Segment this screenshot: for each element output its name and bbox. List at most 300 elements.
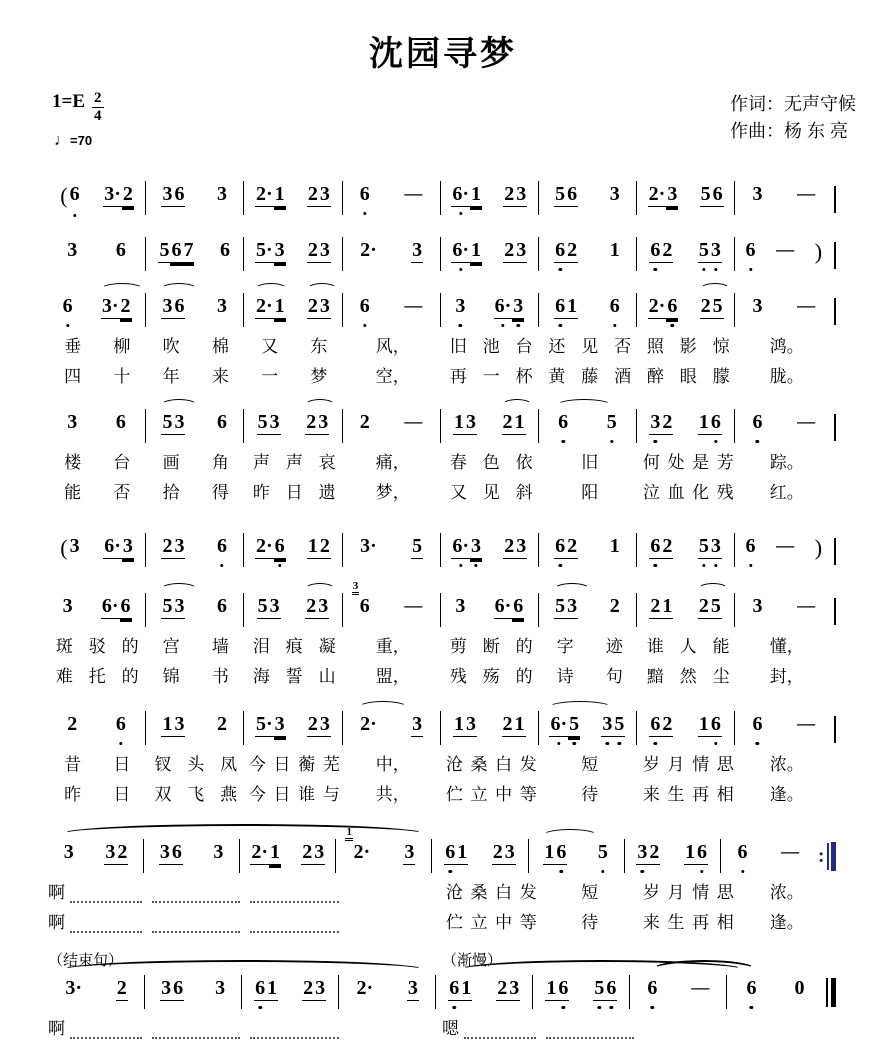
lyric-syllable: 岁 [642, 754, 660, 774]
beam-group [796, 713, 816, 734]
measure [145, 409, 243, 443]
lyric-syllable: 否 [113, 482, 131, 502]
lyric-syllable: 凤 [220, 754, 238, 774]
lyric-measure [738, 880, 837, 903]
lyric-measure [442, 1016, 541, 1039]
beam-group [543, 841, 567, 865]
low-octave-dot [561, 440, 564, 443]
note: 6 [605, 977, 617, 1001]
beam-group [698, 713, 722, 737]
lyric-syllable: 旧 [581, 452, 599, 472]
lyric-measure [344, 880, 443, 903]
beam-group [346, 826, 371, 864]
beam-group [66, 411, 78, 434]
lyric-syllable: 惊 [712, 336, 730, 356]
slur-arc [700, 283, 730, 295]
lyric-syllable: 昨 [252, 482, 270, 502]
lyric-measure [639, 364, 738, 387]
duration-dash: — [781, 841, 800, 861]
section-label: （结束句） [48, 952, 124, 969]
note: 3 [161, 977, 172, 999]
note: 0 [794, 977, 805, 999]
beam-group [451, 183, 482, 207]
barline [834, 538, 836, 565]
lyric-syllable: 相 [716, 784, 734, 804]
lyric-measure [245, 450, 344, 473]
lyric-syllable: 桑 [470, 882, 488, 902]
lyric-measure [639, 480, 738, 503]
note: 3 [161, 295, 173, 319]
note: 5 [700, 183, 711, 205]
key-signature-text: 1=E [52, 91, 85, 112]
lyric-syllable: 遗 [318, 482, 336, 502]
note: 1 [698, 411, 709, 433]
note: 3 [412, 713, 423, 735]
beam-group [775, 535, 795, 556]
lyric-syllable: 芜 [322, 754, 340, 774]
note: 5· [255, 713, 273, 735]
lyric-syllable: 酒 [614, 366, 632, 386]
beam-group [161, 411, 185, 435]
note: 1 [274, 183, 285, 205]
lyric-measure [48, 752, 147, 775]
lyric-syllable: 得 [211, 482, 229, 502]
note: 6 [745, 535, 757, 558]
note: 3 [404, 841, 415, 863]
lyric-syllable: 日 [113, 784, 131, 804]
beam-group [796, 295, 816, 316]
measure [241, 975, 338, 1009]
slur-arc [543, 829, 597, 841]
lyric-syllable: 的 [121, 666, 139, 686]
lyric-measure [738, 1016, 837, 1039]
lyric-syllable: 斑 [55, 636, 73, 656]
lyric-measure [738, 480, 837, 503]
measure [243, 409, 341, 443]
note: 5 [555, 183, 566, 205]
note: 2 [162, 535, 173, 557]
low-octave-dot [702, 564, 705, 567]
measure [734, 711, 832, 745]
beam-group [745, 239, 757, 262]
beam-group [216, 295, 228, 318]
measure [734, 533, 832, 567]
lyric-syllable: 待 [581, 784, 599, 804]
low-octave-dot [654, 742, 657, 745]
low-octave-dot [606, 742, 609, 745]
lyric-measure [639, 752, 738, 775]
measure [48, 533, 145, 567]
beam-group [160, 977, 184, 1001]
lyric-measure [442, 334, 541, 357]
note: 6 [710, 713, 722, 737]
lyric-row [48, 880, 836, 903]
lyric-measure [48, 880, 147, 903]
lyric-syllable: 今 [248, 784, 266, 804]
lyric-syllable: 字 [556, 636, 574, 656]
note: 3 [174, 595, 185, 617]
beam-group [66, 713, 78, 736]
note: 5 [597, 841, 609, 864]
beam-group [745, 535, 757, 558]
lyric-syllable: 鸿。 [769, 336, 804, 356]
lyric-measure [147, 480, 246, 503]
system-interlude [48, 533, 836, 567]
lyric-measure [147, 782, 246, 805]
note: 3 [174, 411, 185, 433]
beam-group [359, 295, 371, 318]
beam-group [62, 595, 74, 618]
beam-group [307, 295, 331, 319]
barline [834, 242, 836, 269]
lyric-measure [147, 1016, 246, 1039]
lyric-syllable: 月 [667, 882, 685, 902]
beam-group [64, 977, 83, 1000]
lyric-syllable: 昨 [64, 784, 82, 804]
beam-group [403, 295, 423, 316]
lyric-syllable: 何 [642, 452, 660, 472]
beam-group [116, 977, 128, 1001]
note: 3 [269, 411, 280, 433]
note: 1 [461, 977, 472, 999]
note: 6· [451, 535, 470, 559]
note: 1 [470, 239, 481, 261]
lyric-syllable: 芳 [716, 452, 734, 472]
parenthesis: ) [814, 535, 823, 560]
note: 5 [593, 977, 605, 1001]
beam-group [751, 183, 763, 206]
slur-arc [359, 701, 407, 713]
note: 6 [751, 411, 763, 434]
repeat-thick-bar [831, 842, 836, 871]
low-octave-dot [714, 440, 717, 443]
system-verse-4 [48, 711, 836, 805]
lyric-measure [738, 752, 837, 775]
beam-group [453, 713, 477, 737]
beam-group [403, 595, 423, 616]
beam-group [494, 595, 525, 619]
lyric-syllable: 谁 [646, 636, 664, 656]
lyric-measure [245, 334, 344, 357]
lyric-measure [48, 634, 147, 657]
duration-dash: — [797, 295, 816, 315]
lyric-measure [442, 880, 541, 903]
lyric-syllable: 黯 [646, 666, 664, 686]
beam-group [403, 183, 423, 204]
lyric-syllable: 殇 [482, 666, 500, 686]
lyric-syllable: 风， [375, 336, 410, 356]
final-thick-bar [831, 978, 837, 1007]
note: 3· [360, 535, 377, 557]
note: 5 [257, 411, 268, 433]
note: 7 [183, 239, 194, 261]
note: 3 [217, 295, 228, 317]
system-prelude-2 [48, 237, 836, 271]
slur-arc [554, 583, 590, 595]
note: 2 [116, 977, 127, 999]
lyric-measure [147, 752, 246, 775]
note: 6 [174, 295, 185, 317]
measure [145, 533, 243, 567]
note: 6 [666, 295, 678, 319]
beam-group [796, 183, 816, 204]
low-octave-dot [641, 870, 644, 873]
lyric-syllable: 迹 [605, 636, 623, 656]
low-octave-dot [601, 870, 604, 873]
beam-group [305, 411, 329, 435]
lyric-syllable: 中 [495, 784, 513, 804]
beam-group [62, 295, 74, 318]
lyric-syllable: 啊 [48, 1018, 65, 1038]
beam-group [59, 535, 80, 560]
beam-group [649, 595, 673, 619]
lyric-syllable: 照 [646, 336, 664, 356]
low-octave-dot [741, 870, 744, 873]
note: 2· [360, 239, 377, 261]
system-verse-2 [48, 409, 836, 503]
lyric-syllable: 东 [310, 336, 328, 356]
lyric-measure [442, 664, 541, 687]
note: 3 [174, 713, 185, 735]
note: 6 [359, 295, 371, 318]
lyric-syllable: 伫 [445, 784, 463, 804]
measure [243, 237, 341, 271]
beam-group [593, 977, 617, 1001]
lyric-measure [442, 480, 541, 503]
lyric-dots-leader [250, 1028, 339, 1039]
note: 2 [307, 713, 318, 735]
measure [636, 593, 734, 627]
measure [636, 711, 734, 745]
note: 2 [120, 295, 131, 317]
note: 3 [215, 977, 226, 999]
lyric-syllable: 声 [285, 452, 303, 472]
lyric-measure [344, 910, 443, 933]
beam-group [159, 841, 183, 865]
note: 3 [667, 183, 678, 205]
measure [342, 533, 440, 567]
lyric-syllable: 再 [692, 784, 710, 804]
lyric-measure [344, 664, 443, 687]
lyric-measure [344, 752, 443, 775]
note: 3 [319, 713, 330, 735]
lyric-syllable: 白 [495, 754, 513, 774]
music-line [48, 237, 836, 271]
slur-arc [305, 583, 335, 595]
beam-group [403, 841, 415, 865]
note: 3 [105, 841, 116, 863]
lyric-syllable: 海 [252, 666, 270, 686]
lyric-measure [639, 782, 738, 805]
barline [834, 298, 836, 325]
note: 2 [650, 595, 661, 617]
note: 5 [159, 239, 170, 261]
beam-group [359, 239, 378, 262]
note: 3 [710, 239, 722, 263]
measure [440, 237, 538, 271]
low-octave-dot [66, 324, 69, 327]
beam-group [352, 580, 371, 618]
system-verse-1 [48, 293, 836, 387]
duration-dash: — [797, 713, 816, 733]
note: 2 [609, 595, 620, 617]
note: 3 [516, 535, 527, 557]
beam-group [502, 411, 526, 435]
note: 6 [557, 411, 569, 434]
note: 6 [120, 595, 131, 617]
note: 2 [649, 841, 660, 863]
note: 5 [710, 595, 721, 617]
note: 3 [407, 977, 418, 999]
lyric-syllable: 日 [285, 482, 303, 502]
low-octave-dot [474, 564, 477, 567]
note: 1 [609, 239, 620, 261]
lyric-syllable: 空， [375, 366, 410, 386]
note: 6· [494, 295, 513, 319]
lyric-measure [541, 664, 640, 687]
lyric-syllable: 能 [712, 636, 730, 656]
measure [145, 593, 243, 627]
lyric-measure [541, 480, 640, 503]
note: 6· [451, 183, 470, 207]
low-octave-dot [453, 1006, 456, 1009]
beam-group [609, 535, 621, 558]
lyric-syllable: 春 [449, 452, 467, 472]
lyric-syllable: 昔 [64, 754, 82, 774]
beam-group [161, 713, 185, 737]
note: 6 [567, 183, 578, 205]
end-barline [834, 181, 836, 215]
lyric-measure [147, 880, 246, 903]
slur-arc [161, 583, 197, 595]
lyric-measure [48, 910, 147, 933]
time-signature-denominator: 4 [94, 107, 102, 124]
measure [143, 839, 239, 873]
lyric-measure [738, 634, 837, 657]
note: 1 [270, 841, 280, 863]
note: 6 [115, 713, 127, 736]
note: 5 [554, 595, 566, 619]
lyric-syllable: 梦 [310, 366, 328, 386]
slur-arc [698, 583, 728, 595]
measure [440, 711, 538, 745]
lyric-syllable: 见 [581, 336, 599, 356]
lyric-syllable: 待 [581, 912, 599, 932]
low-octave-dot [363, 212, 366, 215]
lyric-measure [147, 450, 246, 473]
music-line [48, 533, 836, 567]
duration-dash: — [404, 595, 423, 615]
beam-group [609, 295, 621, 318]
measure [48, 237, 145, 271]
low-octave-dot [558, 324, 561, 327]
beam-group [545, 977, 569, 1001]
note: 2· 1 [346, 826, 371, 863]
measure [145, 181, 243, 215]
beam-group [411, 713, 423, 737]
beam-group [305, 595, 329, 619]
beam-group [302, 977, 326, 1001]
measure [145, 711, 243, 745]
beam-group [66, 239, 78, 262]
beam-group [101, 595, 132, 619]
note: 3 [601, 713, 613, 737]
beam-group [549, 713, 580, 737]
lyric-syllable: 又 [449, 482, 467, 502]
lyric-syllable: 血 [667, 482, 685, 502]
beam-group [698, 411, 722, 435]
measure [636, 237, 734, 271]
beam-group [646, 977, 658, 1000]
measure [440, 593, 538, 627]
duration-dash: — [691, 977, 710, 997]
note: 6 [217, 595, 228, 617]
note: 3 [63, 841, 74, 863]
system-prelude-1 [48, 181, 836, 215]
beam-group [254, 977, 278, 1001]
lyric-syllable: 柳 [113, 336, 131, 356]
barline [834, 716, 836, 743]
beam-group [814, 535, 823, 560]
note: 2 [700, 295, 712, 319]
end-barline [826, 975, 837, 1009]
lyric-syllable: 见 [482, 482, 500, 502]
measure [734, 593, 832, 627]
note: 6 [554, 535, 566, 559]
lyric-row [48, 364, 836, 387]
lyric-syllable: 相 [716, 912, 734, 932]
lyric-row [48, 634, 836, 657]
measure [734, 181, 832, 215]
beam-group [751, 411, 763, 434]
beam-group [257, 595, 281, 619]
lyric-syllable: 台 [515, 336, 533, 356]
lyric-syllable: 痕 [285, 636, 303, 656]
low-octave-dot [258, 1006, 261, 1009]
lyric-syllable: 发 [519, 882, 537, 902]
lyric-measure [738, 782, 837, 805]
beam-group [775, 239, 795, 260]
lyric-syllable: 白 [495, 882, 513, 902]
beam-group [503, 535, 527, 559]
lyric-syllable: 的 [515, 636, 533, 656]
beam-group [216, 535, 228, 558]
lyric-syllable: 红。 [769, 482, 804, 502]
beam-group [451, 239, 482, 263]
note: 6 [751, 713, 763, 736]
measure [48, 181, 145, 215]
low-octave-dot [618, 742, 621, 745]
measure [629, 975, 726, 1009]
lyric-syllable: 蘅 [298, 754, 316, 774]
note: 6 [174, 183, 185, 205]
note: 1 [609, 535, 620, 557]
note: 6 [173, 977, 184, 999]
lyric-row [48, 752, 836, 775]
note: 3 [752, 595, 763, 617]
beam-group [115, 713, 127, 736]
lyric-measure [639, 334, 738, 357]
lyric-syllable: 共， [375, 784, 410, 804]
lyric-syllable: 日 [273, 784, 291, 804]
lyric-syllable: 谁 [298, 784, 316, 804]
beam-group [161, 595, 185, 619]
lyric-dots-leader [152, 922, 241, 933]
lyric-syllable: 书 [211, 666, 229, 686]
lyric-row [48, 450, 836, 473]
lyric-syllable: 哀 [318, 452, 336, 472]
note: 3 [567, 595, 578, 617]
